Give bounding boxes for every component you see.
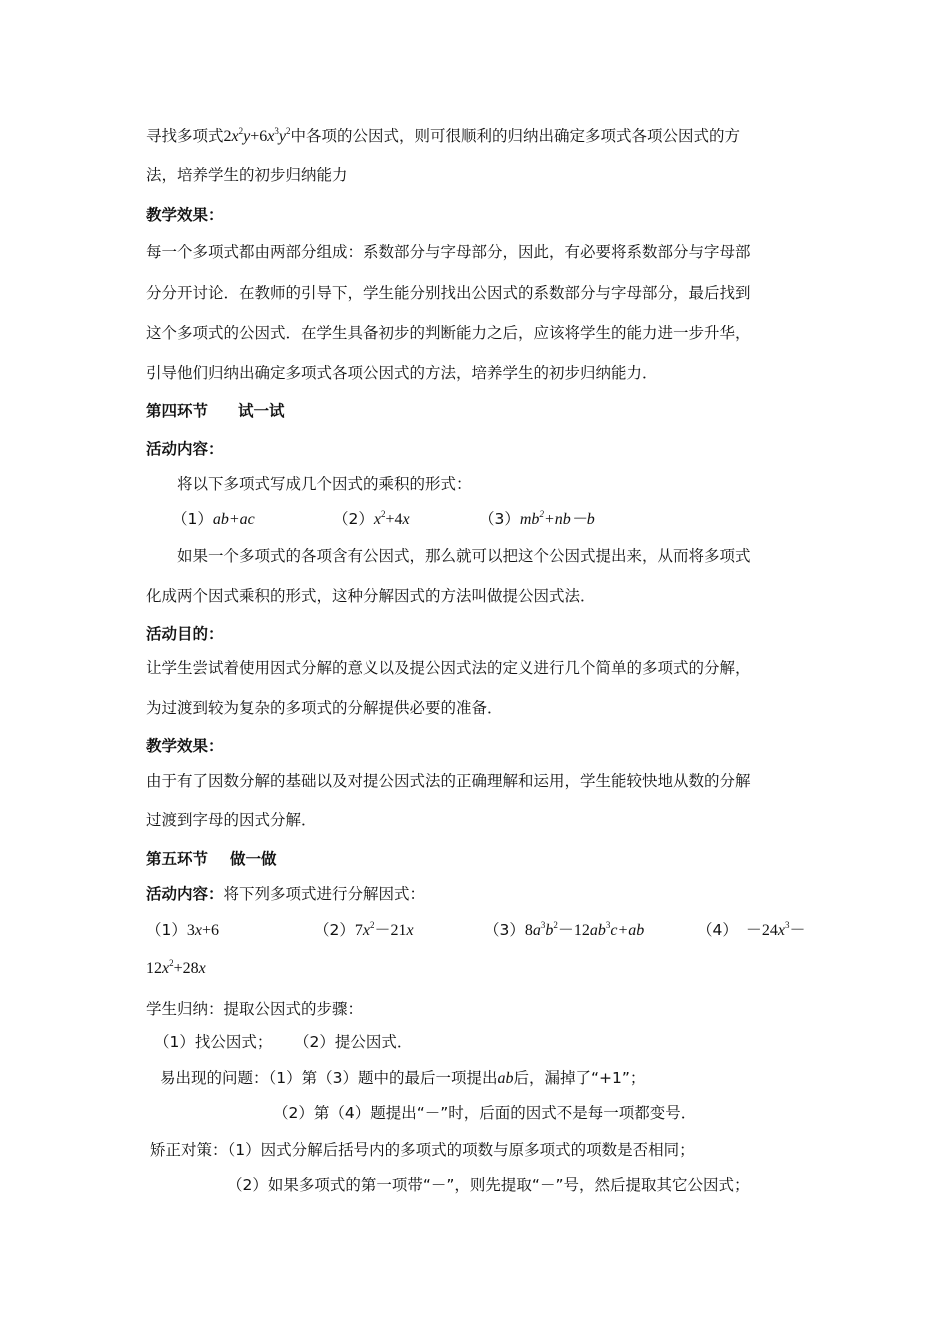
formula-exponent: 2 — [169, 958, 174, 968]
text: （2）第（4）题提出“－”时，后面的因式不是每一项都变号． — [273, 1104, 697, 1122]
heading-text: 教学效果： — [146, 737, 224, 755]
text: 化成两个因式乘积的形式，这种分解因式的方法叫做提公因式法． — [146, 587, 596, 605]
text: 引导他们归纳出确定多项式各项公因式的方法，培养学生的初步归纳能力． — [146, 364, 658, 382]
exercise-item — [333, 509, 410, 530]
formula-part: x — [194, 922, 202, 939]
section-name: 试一试 — [238, 402, 285, 420]
text-segment — [146, 126, 740, 147]
formula-part: +6 — [201, 922, 220, 939]
text: 如果一个多项式的各项含有公因式，那么就可以把这个公因式提出来，从而将多项式 — [177, 547, 751, 565]
text: 为过渡到较为复杂的多项式的分解提供必要的准备． — [146, 699, 503, 717]
text: 矫正对策：（1）因式分解后括号内的多项式的项数与原多项式的项数是否相同； — [150, 1141, 695, 1159]
formula-part: ab — [589, 922, 606, 939]
formula-part: 2 — [223, 128, 232, 145]
formula: ab — [497, 1070, 514, 1087]
section-name: 做一做 — [230, 850, 277, 868]
formula-part: mb — [519, 511, 540, 528]
formula — [520, 511, 595, 528]
formula-part: x — [373, 511, 381, 528]
exercise-item — [484, 920, 644, 941]
formula: ab+ac — [212, 511, 255, 528]
formula-part: x — [406, 922, 414, 939]
formula-exponent: 3 — [274, 126, 279, 136]
formula-exponent: 3 — [605, 920, 611, 930]
text: 后，漏掉了“+1”； — [513, 1069, 646, 1087]
formula-part: +28 — [173, 960, 199, 977]
formula — [355, 922, 414, 939]
formula-part: b — [545, 922, 554, 939]
formula-part: －24 — [745, 922, 778, 939]
formula — [374, 511, 410, 528]
formula-part: +4 — [385, 511, 403, 528]
text: 寻找多项式 — [146, 127, 224, 145]
text: 中各项的公因式，则可很顺利的归纳出确定多项式各项公因式的方 — [290, 127, 740, 145]
item-number: （1） — [146, 921, 187, 939]
item-number: （4） — [697, 921, 738, 939]
exercise-item — [697, 920, 806, 941]
text: 将以下多项式写成几个因式的乘积的形式： — [177, 475, 472, 493]
formula-part: +nb－b — [543, 511, 595, 528]
text: 易出现的问题：（1）第（3）题中的最后一项提出 — [160, 1069, 498, 1087]
formula-exponent: 3 — [785, 920, 790, 930]
formula-part: a — [532, 922, 541, 939]
section-number: 第五环节 — [146, 850, 209, 868]
formula-exponent: 2 — [369, 920, 375, 930]
formula-exponent: 2 — [553, 920, 558, 930]
formula-exponent: 3 — [540, 920, 546, 930]
step-item: （1）找公因式； — [154, 1033, 273, 1051]
item-number: （2） — [314, 921, 355, 939]
text: 这个多项式的公因式．在学生具备初步的判断能力之后，应该将学生的能力进一步升华， — [146, 324, 751, 342]
text: 法，培养学生的初步归纳能力 — [146, 166, 348, 184]
text: 过渡到字母的因式分解． — [146, 811, 317, 829]
heading-line — [146, 884, 425, 904]
text: 将下列多项式进行分解因式： — [223, 885, 426, 903]
item-number: （2） — [333, 510, 374, 528]
exercise-item — [479, 509, 595, 530]
formula — [146, 959, 206, 979]
heading-text: 活动目的： — [146, 625, 224, 643]
item-number: （1） — [172, 510, 213, 528]
formula-part: y — [243, 128, 251, 145]
formula-part: 12 — [146, 960, 162, 977]
formula-part: x — [402, 511, 410, 528]
item-number: （3） — [479, 510, 520, 528]
formula-part: y — [278, 128, 286, 145]
text: 让学生尝试着使用因式分解的意义以及提公因式法的定义进行几个简单的多项式的分解， — [146, 659, 751, 677]
text: 每一个多项式都由两部分组成：系数部分与字母部分，因此，有必要将系数部分与字母部 — [146, 243, 751, 261]
formula-part: －21 — [374, 922, 407, 939]
text-segment — [160, 1068, 645, 1089]
formula-part: x — [267, 128, 275, 145]
formula-part: 8 — [524, 922, 533, 939]
formula-part: x — [198, 960, 206, 977]
formula-part: c+ab — [610, 922, 645, 939]
formula-exponent: 2 — [380, 509, 386, 519]
formula — [525, 922, 644, 939]
heading-text: 活动内容： — [146, 885, 224, 903]
heading-text: 活动内容： — [146, 440, 224, 458]
formula-part: x — [362, 922, 370, 939]
formula-exponent: 2 — [285, 126, 291, 136]
formula — [187, 922, 219, 939]
formula-part: － — [789, 922, 806, 939]
text: 由于有了因数分解的基础以及对提公因式法的正确理解和运用，学生能较快地从数的分解 — [146, 772, 751, 790]
formula-part: x — [777, 922, 785, 939]
text: 分分开讨论．在教师的引导下，学生能分别找出公因式的系数部分与字母部分，最后找到 — [146, 284, 751, 302]
formula-part: x — [162, 960, 170, 977]
exercise-item — [146, 920, 219, 941]
formula-part: 3 — [186, 922, 195, 939]
formula-exponent: 2 — [539, 509, 544, 519]
formula-part: x — [231, 128, 239, 145]
formula-part: －12 — [557, 922, 590, 939]
formula-exponent: 2 — [238, 126, 244, 136]
text: 学生归纳：提取公因式的步骤： — [146, 1000, 364, 1018]
exercise-item — [314, 920, 414, 941]
formula — [224, 128, 291, 145]
exercise-item — [172, 509, 255, 530]
step-item: （2）提公因式． — [294, 1033, 413, 1051]
formula-part: 7 — [354, 922, 363, 939]
section-number: 第四环节 — [146, 402, 209, 420]
heading-text: 教学效果： — [146, 206, 224, 224]
text: （2）如果多项式的第一项带“－”，则先提取“－”号，然后提取其它公因式； — [227, 1176, 750, 1194]
formula-part: +6 — [250, 128, 268, 145]
formula — [738, 922, 806, 939]
item-number: （3） — [484, 921, 525, 939]
